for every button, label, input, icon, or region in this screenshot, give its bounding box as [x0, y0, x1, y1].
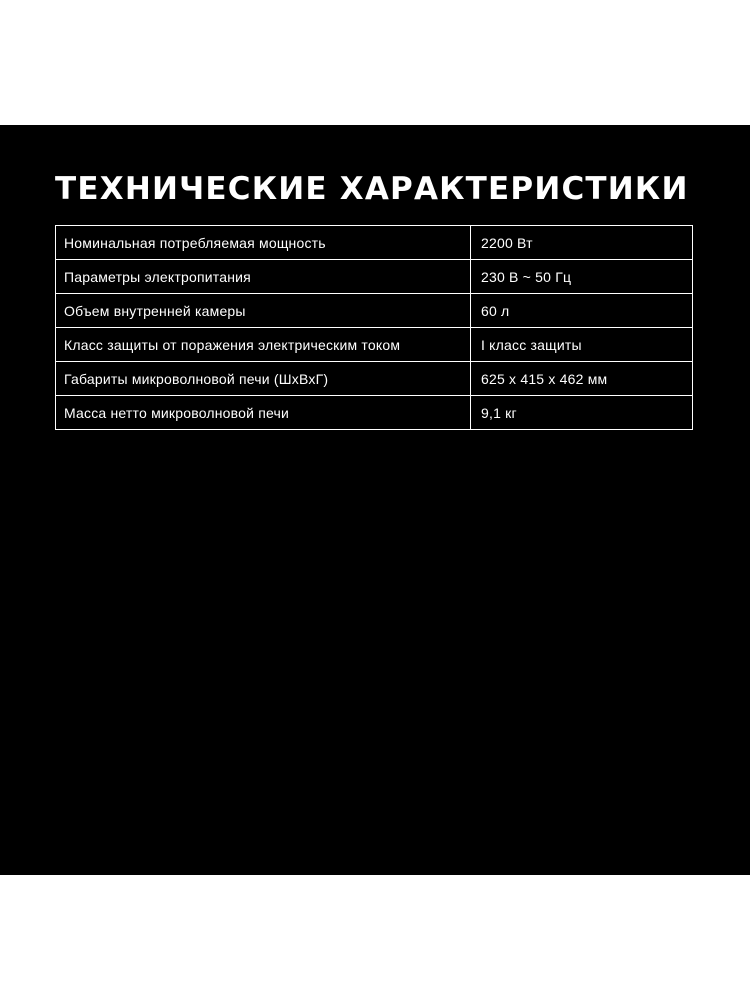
table-row — [56, 362, 693, 396]
spec-value: 230 В ~ 50 Гц — [471, 260, 693, 294]
spec-panel — [0, 125, 750, 875]
spec-value: 2200 Вт — [471, 226, 693, 260]
page-title: ТЕХНИЧЕСКИЕ ХАРАКТЕРИСТИКИ — [55, 171, 689, 207]
spec-name: Класс защиты от поражения электрическим током — [56, 328, 471, 362]
spec-value: 60 л — [471, 294, 693, 328]
spec-value: 9,1 кг — [471, 396, 693, 430]
spec-name: Параметры электропитания — [56, 260, 471, 294]
spec-value: I класс защиты — [471, 328, 693, 362]
table-row — [56, 328, 693, 362]
table-row — [56, 396, 693, 430]
spec-name: Номинальная потребляемая мощность — [56, 226, 471, 260]
table-row — [56, 294, 693, 328]
table-row — [56, 260, 693, 294]
table-row — [56, 226, 693, 260]
spec-name: Масса нетто микроволновой печи — [56, 396, 471, 430]
spec-name: Габариты микроволновой печи (ШхВхГ) — [56, 362, 471, 396]
spec-table — [55, 225, 693, 430]
spec-value: 625 х 415 х 462 мм — [471, 362, 693, 396]
spec-name: Объем внутренней камеры — [56, 294, 471, 328]
